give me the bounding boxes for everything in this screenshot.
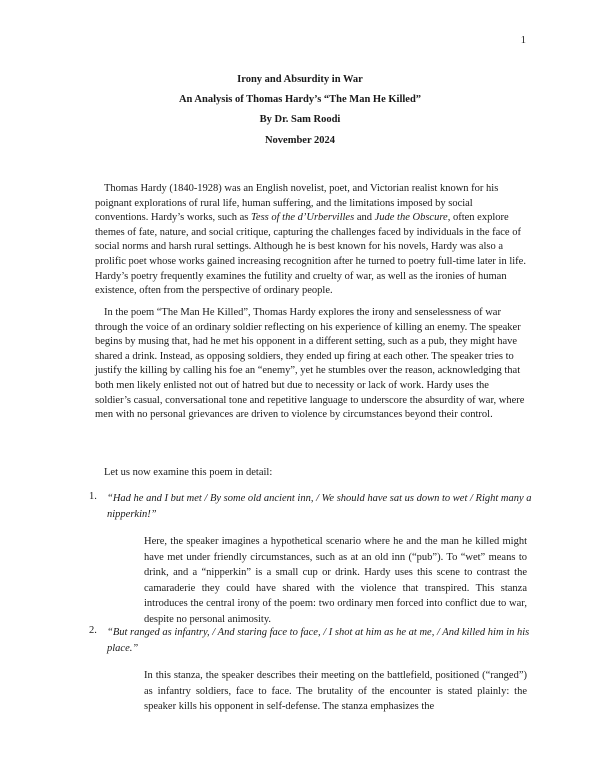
book-title-tess: Tess of the d’Urbervilles	[251, 212, 355, 224]
paragraph-poem-overview: In the poem “The Man He Killed”, Thomas Hardy explores the irony and senselessness of war through the voice of an ordinary soldier reflecting on his experience of killing an enemy. The speaker begins by musing that, had he met his opponent in a different setting, such as a pub, they might have shared a drink. Instead, as opposing soldiers, they ended up firing at each other. The speaker tries to justify the killing by calling his foe an “enemy”, yet he stumbles over the reason, acknowledging that both men likely enlisted not out of hatred but due to necessity or lack of work. Hardy uses the soldier’s casual, conversational tone and repetitive language to underscore the absurdity of war, where men with no personal grievances are driven to violence by circumstances beyond their control.	[95, 307, 525, 421]
title-block	[0, 70, 600, 151]
list-item-number: 2.	[89, 625, 97, 636]
paragraph-hardy-biography	[95, 182, 527, 299]
analysis-intro: Let us now examine this poem in detail:	[104, 467, 273, 478]
stanza-commentary: Here, the speaker imagines a hypothetical scenario where he and the man he killed might have met under friendly circumstances, such as at an old inn (“pub”). To “wet” means to drink, and a “nipperkin” is a small cup or drink. Hardy uses this scene to contrast the camaraderie they could have shared with the violence that transpired. This stanza introduces the central irony of the poem: two ordinary men forced into conflict due to war, despite no personal animosity.	[144, 536, 527, 625]
document-title: Irony and Absurdity in War	[237, 74, 363, 85]
paragraph-text: and	[354, 212, 375, 224]
paragraph-text: , often explore themes of fate, nature, and social critique, capturing the challenges faced by individuals in the face of social norms and harsh rural settings. Although he is best known for his novels, Hardy was also a prolific poet whose works gained increasing recognition after he turned to poetry full-time later in life. Hardy’s poetry frequently examines the futility and cruelty of war, as well as the ironies of human existence, often from the perspective of ordinary people.	[95, 212, 526, 297]
stanza-quote: “But ranged as infantry, / And staring face to face, / I shot at him as he at me, / And killed him in his place.”	[107, 627, 530, 654]
author-line: By Dr. Sam Roodi	[259, 114, 341, 126]
stanza-quote: “Had he and I but met / By some old ancient inn, / We should have sat us down to wet / Right many a nipperkin!”	[107, 493, 532, 520]
list-item-number: 1.	[89, 491, 97, 502]
document-subtitle: An Analysis of Thomas Hardy’s “The Man He Killed”	[178, 94, 422, 106]
page-number: 1	[520, 35, 526, 46]
paragraph-text: Thomas Hardy (1840-1928) was an English novelist, poet, and Victorian realist known for his poignant explorations of rural life, human suffering, and the limitations imposed by social conventions. Hardy’s works, such as	[95, 183, 499, 224]
book-title-jude: Jude the Obscure	[374, 212, 448, 224]
date-line: November 2024	[264, 134, 336, 146]
stanza-commentary: In this stanza, the speaker describes their meeting on the battlefield, positioned (“ranged”) as infantry soldiers, face to face. The brutality of the encounter is stated plainly: the speaker kills his opponent in self-defense. The stanza emphasizes the	[144, 670, 527, 712]
